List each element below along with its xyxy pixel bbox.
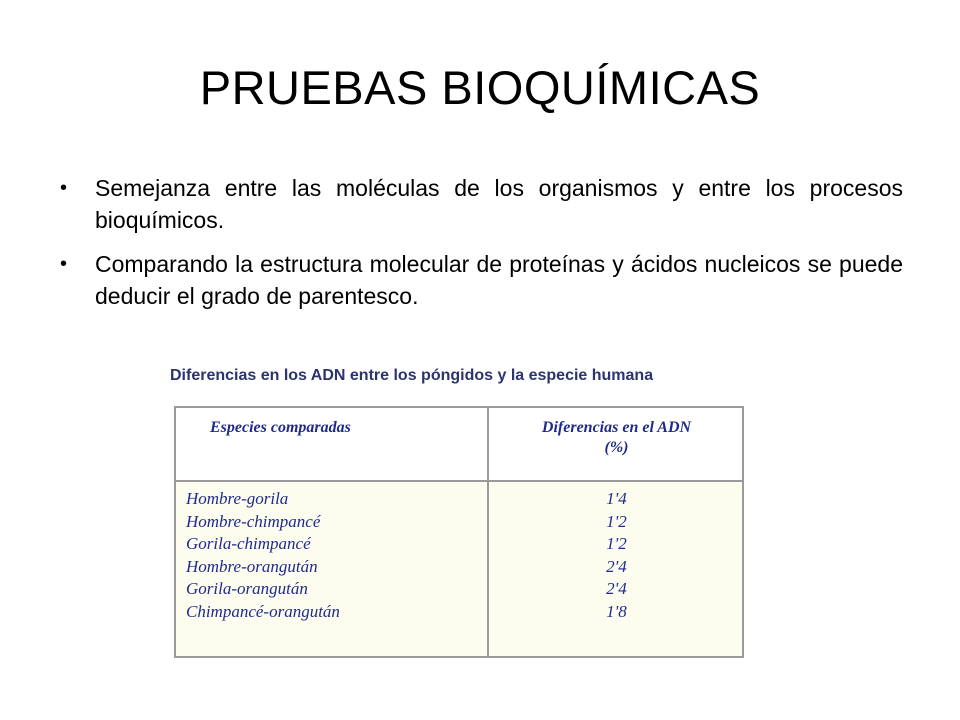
table-cell-diff: 2'4: [606, 579, 627, 598]
table-cell-diff: 2'4: [606, 556, 627, 576]
bullet-item: [60, 172, 903, 236]
bullet-text: Comparando la estructura molecular de proteínas y ácidos nucleicos se puede deducir el grado de parentesco.: [95, 251, 903, 309]
header-differences-unit: (%): [604, 439, 629, 456]
differences-column: [489, 488, 744, 623]
header-differences: [489, 418, 744, 458]
table-header-row: [176, 408, 742, 482]
bullet-dot-icon: •: [60, 177, 68, 199]
table-cell-diff: 1'2: [606, 511, 627, 531]
bullet-dot-icon: •: [60, 253, 68, 275]
table-cell-pair: Gorila-chimpancé: [186, 534, 311, 553]
dna-differences-table: [174, 406, 744, 658]
table-cell-pair: Gorila-orangután: [186, 579, 308, 598]
table-caption: Diferencias en los ADN entre los póngidos y la especie humana: [170, 367, 654, 384]
header-species: Especies comparadas: [210, 419, 351, 436]
table-cell-pair: Hombre-chimpancé: [186, 511, 321, 531]
bullet-list: [60, 172, 903, 324]
table-cell-diff: 1'4: [606, 489, 627, 508]
table-cell-diff: 1'8: [606, 601, 627, 621]
header-differences-line1: Diferencias en el ADN: [541, 419, 692, 436]
bullet-item: [60, 248, 903, 312]
species-pairs-column: [186, 488, 340, 623]
bullet-text: Semejanza entre las moléculas de los organismos y entre los procesos bioquímicos.: [95, 175, 903, 233]
slide-title: PRUEBAS BIOQUÍMICAS: [199, 61, 761, 114]
table-cell-pair: Chimpancé-orangután: [186, 601, 340, 621]
table-cell-pair: Hombre-gorila: [186, 489, 289, 508]
table-cell-pair: Hombre-orangután: [186, 556, 318, 576]
table-cell-diff: 1'2: [606, 534, 627, 553]
